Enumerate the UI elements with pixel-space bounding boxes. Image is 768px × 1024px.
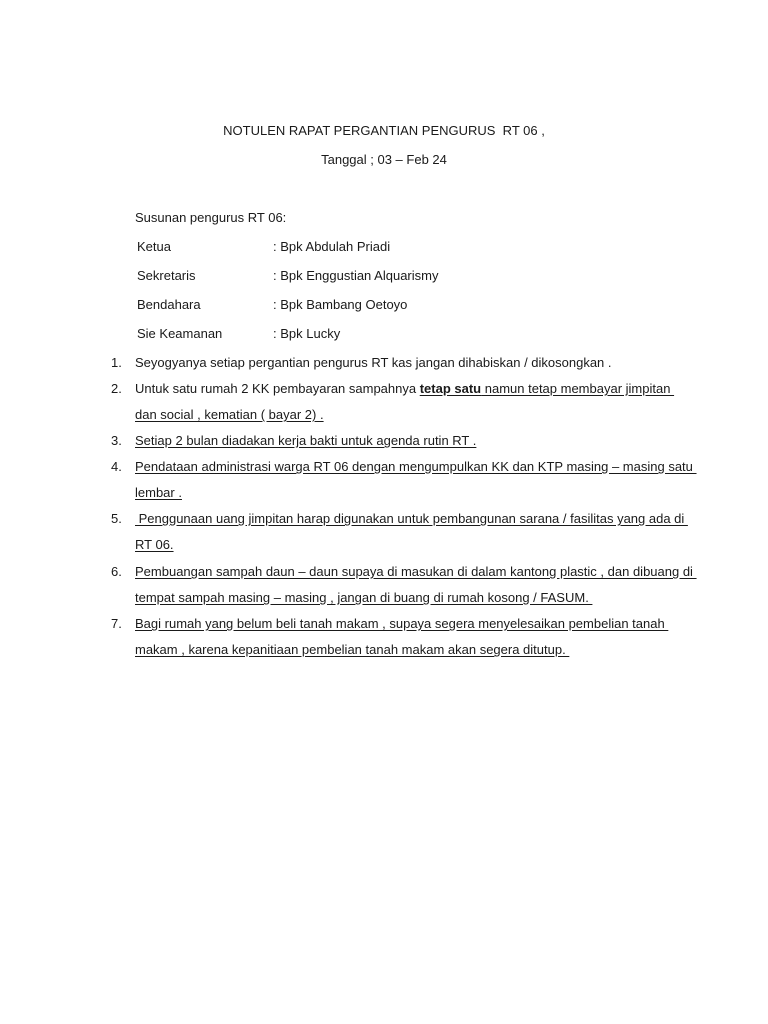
member-role: Sekretaris [137, 268, 196, 283]
list-item-number: 3. [111, 433, 122, 448]
list-item-number: 7. [111, 616, 122, 631]
member-name: : Bpk Enggustian Alquarismy [273, 268, 439, 283]
list-item-number: 5. [111, 511, 122, 526]
list-item-text: Pembuangan sampah daun – daun supaya di masukan di dalam kantong plastic , dan dibuang di [135, 564, 697, 579]
document-title: NOTULEN RAPAT PERGANTIAN PENGURUS RT 06 , [223, 123, 545, 138]
list-item-number: 1. [111, 355, 122, 370]
list-item-text: tempat sampah masing – masing , jangan di buang di rumah kosong / FASUM. [135, 590, 593, 605]
board-heading: Susunan pengurus RT 06: [135, 210, 287, 225]
list-item-text-plain: Untuk satu rumah 2 KK pembayaran sampahnya [135, 381, 420, 396]
list-item-text: Penggunaan uang jimpitan harap digunakan untuk pembangunan sarana / fasilitas yang ada di [135, 511, 688, 526]
member-name: : Bpk Bambang Oetoyo [273, 297, 408, 312]
list-item-text: lembar . [135, 485, 182, 500]
list-item-number: 4. [111, 459, 122, 474]
list-item-text: Seyogyanya setiap pergantian pengurus RT kas jangan dihabiskan / dikosongkan . [135, 355, 612, 370]
member-role: Ketua [137, 239, 171, 254]
member-name: : Bpk Lucky [273, 326, 341, 341]
list-item-text: Pendataan administrasi warga RT 06 dengan mengumpulkan KK dan KTP masing – masing satu [135, 459, 697, 474]
list-item-text: Setiap 2 bulan diadakan kerja bakti untuk agenda rutin RT . [135, 433, 477, 448]
list-item-number: 6. [111, 564, 122, 579]
meeting-date: Tanggal ; 03 – Feb 24 [321, 152, 447, 167]
list-item-number: 2. [111, 381, 122, 396]
list-item-text [135, 381, 674, 396]
list-item-text-emphasis: tetap satu [419, 381, 482, 396]
list-item-text: makam , karena kepanitiaan pembelian tanah makam akan segera ditutup. [135, 642, 570, 657]
member-name: : Bpk Abdulah Priadi [273, 239, 391, 254]
list-item-text-underlined: namun tetap membayar jimpitan [481, 381, 675, 396]
list-item-text: RT 06. [135, 537, 174, 552]
member-role: Sie Keamanan [137, 326, 223, 341]
list-item-text: Bagi rumah yang belum beli tanah makam , supaya segera menyelesaikan pembelian tanah [135, 616, 669, 631]
member-role: Bendahara [137, 297, 201, 312]
list-item-text: dan social , kematian ( bayar 2) . [135, 407, 324, 422]
